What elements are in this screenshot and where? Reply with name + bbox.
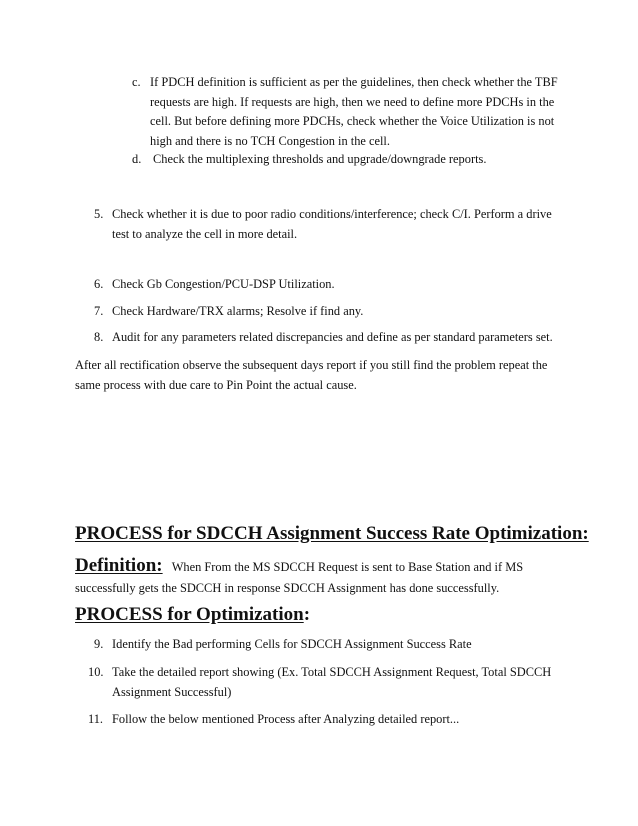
list-marker: 5. <box>94 207 104 221</box>
definition-text: When From the MS SDCCH Request is sent to Base Station and if MS successfully gets the SDCCH in response SDCCH Assignment has done successfully. <box>75 560 524 595</box>
section-heading: PROCESS for SDCCH Assignment Success Rate Optimization: <box>75 523 589 544</box>
list-marker: c. <box>132 75 141 89</box>
list-item-text: If PDCH definition is sufficient as per the guidelines, then check whether the TBF requests are high. If requests are high, then we need to define more PDCHs in the cell. But before defining more PDCHs, check whether the Voice Utilization is not high and there is no TCH Congestion in the cell. <box>150 75 558 148</box>
list-marker: 6. <box>94 277 104 291</box>
paragraph: After all rectification observe the subsequent days report if you still find the problem repeat the same process with due care to Pin Point the actual cause. <box>75 358 548 392</box>
list-marker: 8. <box>94 330 104 344</box>
list-item-text: Follow the below mentioned Process after Analyzing detailed report... <box>112 712 460 726</box>
definition-label: Definition: <box>75 555 163 576</box>
list-item-text: Check the multiplexing thresholds and upgrade/downgrade reports. <box>153 152 487 166</box>
list-item-text: Check Hardware/TRX alarms; Resolve if find any. <box>112 304 364 318</box>
list-marker: 10. <box>88 665 104 679</box>
list-item-text: Check whether it is due to poor radio conditions/interference; check C/I. Perform a drive test to analyze the cell in more detail. <box>112 207 552 241</box>
list-marker: 7. <box>94 304 104 318</box>
subsection-heading-colon: : <box>303 604 311 625</box>
definition-paragraph <box>75 555 565 599</box>
list-item-text: Identify the Bad performing Cells for SDCCH Assignment Success Rate <box>112 637 472 651</box>
list-item-text: Check Gb Congestion/PCU-DSP Utilization. <box>112 277 335 291</box>
list-marker: d. <box>132 152 142 166</box>
list-item-text: Audit for any parameters related discrepancies and define as per standard parameters set. <box>112 330 553 344</box>
list-marker: 11. <box>88 712 104 726</box>
list-item-text: Take the detailed report showing (Ex. Total SDCCH Assignment Request, Total SDCCH Assignment Successful) <box>112 665 552 699</box>
list-marker: 9. <box>94 637 104 651</box>
subsection-heading <box>75 603 310 627</box>
subsection-heading-label: PROCESS for Optimization <box>75 604 304 625</box>
